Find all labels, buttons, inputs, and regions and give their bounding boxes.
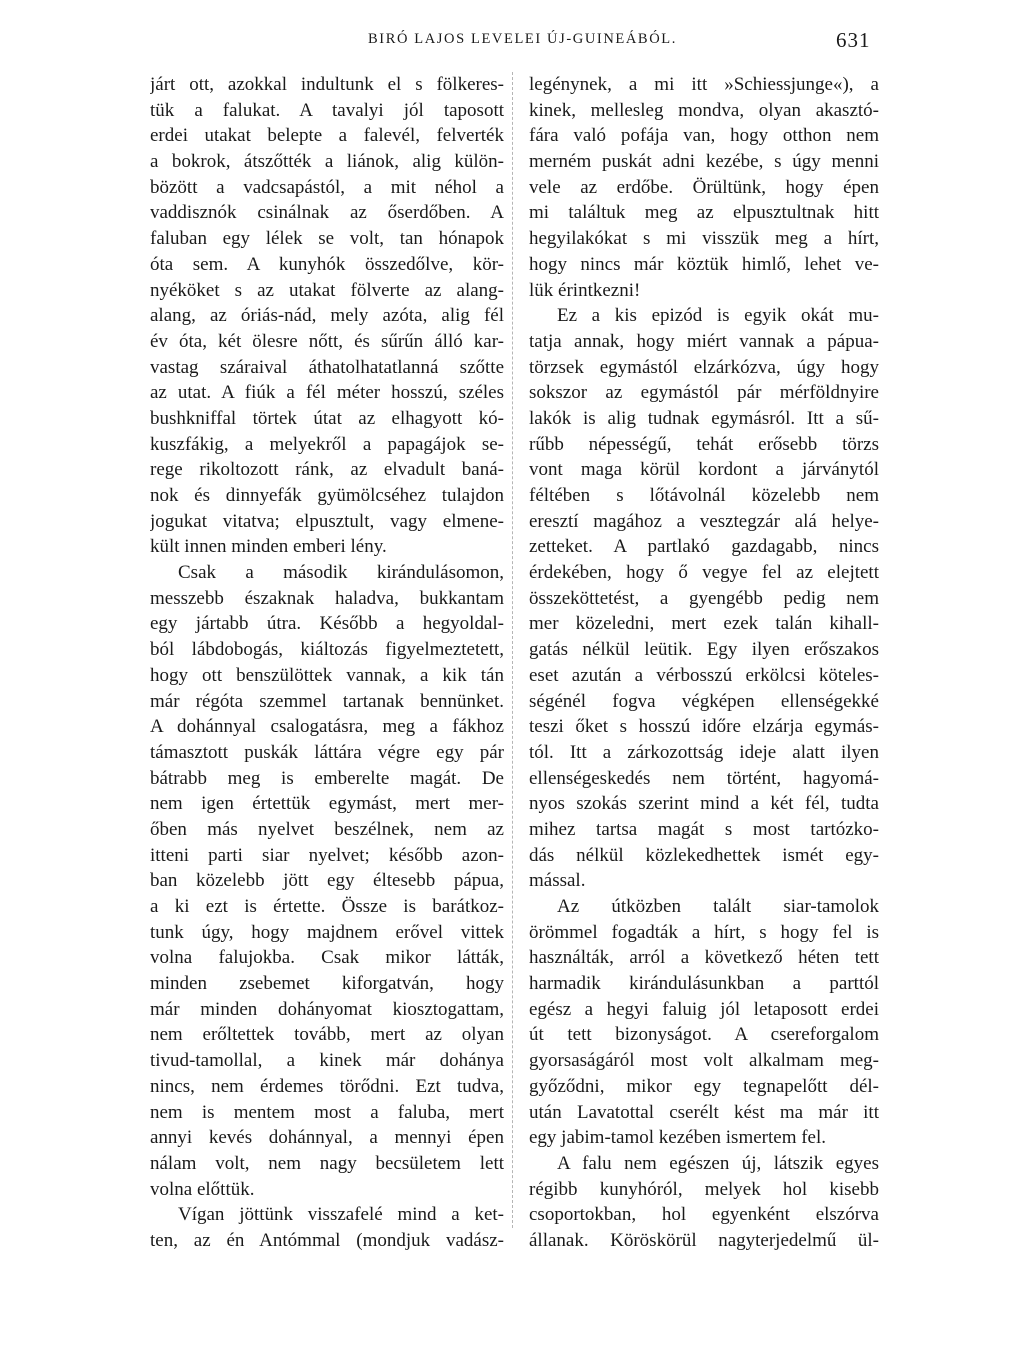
text-line: bushkniffal törtek útat az elhagyott kó- [150, 407, 504, 429]
text-line: faluban egy lélek se volt, tan hónapok [150, 228, 504, 250]
text-line: támasztott puskák láttára végre egy pár [150, 741, 504, 763]
text-line: jogukat vitatva; elpusztult, vagy elmene- [150, 510, 504, 532]
running-title: BIRÓ LAJOS LEVELEI ÚJ-GUINEÁBÓL. [368, 31, 677, 47]
text-line: minden zsebemet kiforgatván, hogy [150, 973, 504, 995]
text-line: érdekében, hogy ő vegye fel az elejtett [529, 562, 879, 584]
text-line: tól. Itt a zárkozottság ideje alatt ilyen [529, 741, 879, 763]
text-line: legénynek, a mi itt »Schiessjunge«), a [529, 74, 879, 95]
text-line: messzebb északnak haladva, bukkantam [150, 587, 504, 609]
text-line: kült innen minden emberi lény. [150, 536, 387, 558]
text-line: ellenségeskedés nem történt, hagyomá- [529, 767, 879, 789]
text-line: már régóta szemmel tartanak bennünket. [150, 690, 504, 712]
text-line: alang, az óriás-nád, mely azóta, alig fél [150, 305, 504, 327]
text-line: kinek, mellesleg mondva, olyan akasztó- [529, 99, 879, 121]
text-line: lakók is alig tudnak egymásról. Itt a sű- [529, 407, 879, 429]
text-line: egy jártabb útra. Később a hegyoldal- [150, 613, 504, 635]
text-line: vont maga körül kordont a járványtól [529, 459, 879, 481]
text-line: ten, az én Antómmal (mondjuk vadász- [150, 1229, 504, 1251]
text-line: őben más nyelvet beszélnek, nem az [150, 818, 504, 840]
text-line: A dohánnyal csalogatásra, meg a fákhoz [150, 716, 504, 738]
text-line: Ez a kis epizód is egyik okát mu- [557, 305, 879, 327]
text-line: rege rikoltozott ránk, az elvadult baná- [150, 459, 504, 481]
text-line: volna előttük. [150, 1178, 255, 1200]
text-line: ból lábdobogás, kiáltozás figyelmeztetett, [150, 639, 504, 661]
text-line: mi találtuk meg az elpusztultnak hitt [529, 202, 879, 224]
text-line: mihez tartsa magát s most tartózko- [529, 818, 879, 840]
text-line: fára való pofája van, hogy otthon nem [529, 125, 879, 147]
text-line: tük a falukat. A tavalyi jól taposott [150, 99, 504, 121]
text-line: teszi őket s hosszú időre elzárja egymás- [529, 716, 879, 738]
text-line: annyi kevés dohánnyal, a mennyi épen [150, 1127, 504, 1149]
text-line: nem igen értettük egymást, mert mer- [150, 793, 504, 815]
text-line: nem erőltettek tovább, mert az olyan [150, 1024, 504, 1046]
text-line: gyorsaságáról most volt alkalmam meg- [529, 1050, 879, 1072]
text-line: Vígan jöttünk visszafelé mind a ket- [178, 1204, 504, 1226]
text-line: zetteket. A partlakó gazdagabb, nincs [529, 536, 879, 558]
text-line: Az útközben talált siar-tamolok [557, 896, 879, 917]
text-line: harmadik kirándulásunkban a parttól [529, 973, 879, 995]
right-column [529, 72, 879, 1254]
text-line: féltében s lőtávolnál közelebb nem [529, 485, 879, 506]
text-line: egy jabim-tamol kezében ismertem fel. [529, 1127, 827, 1149]
text-line: nem is mentem most a faluba, mert [150, 1101, 504, 1123]
left-column [150, 72, 504, 1254]
text-line: itteni parti siar nyelvet; később azon- [150, 844, 504, 866]
text-line: év óta, két ölesre nőtt, és sűrűn álló kar- [150, 330, 504, 352]
text-line: győződni, mikor egy tegnapelőtt dél- [529, 1075, 879, 1097]
text-line: eset azután a vérbosszú erkölcsi köteles- [529, 664, 879, 686]
text-line: nyos szokás szerint mind a két fél, tudta [529, 793, 879, 815]
text-line: volna falujokba. Csak mikor látták, [150, 947, 504, 969]
text-line: törzsek egymástól elzárkózva, úgy hogy [529, 356, 879, 378]
text-line: régibb kunyhóról, melyek hol kisebb [529, 1178, 879, 1200]
text-line: hogy ott benszülöttek vannak, a kik tán [150, 664, 504, 686]
text-line: járt ott, azokkal indultunk el s fölkeres- [150, 74, 504, 95]
text-line: óta sem. A kunyhók összedőlve, kör- [150, 253, 504, 275]
text-line: gatás nélkül leütik. Egy ilyen erőszakos [529, 639, 879, 661]
page-number: 631 [836, 28, 871, 52]
text-line: tivud-tamollal, a kinek már dohánya [150, 1050, 504, 1072]
text-line: már minden dohányomat kiosztogattam, [150, 998, 504, 1020]
text-line: mással. [529, 870, 586, 892]
text-line: erdei utakat belepte a falevél, felverték [150, 125, 504, 147]
text-line: nincs, nem érdemes törődni. Ezt tudva, [150, 1075, 504, 1097]
text-line: mer közeledni, mert ezek talán kihall- [529, 613, 879, 635]
text-line: hegyilakókat s mi visszük meg a hírt, [529, 228, 879, 250]
text-line: lük érintkezni! [529, 279, 641, 301]
text-line: sokszor az egymástól pár mérföldnyire [529, 382, 879, 404]
text-line: állanak. Köröskörül nagyterjedelmű ül- [529, 1229, 879, 1251]
text-line: nálam volt, nem nagy becsületem lett [150, 1152, 504, 1174]
text-line: tunk úgy, hogy majdnem erővel vittek [150, 921, 504, 943]
text-line: csoportokban, hol egyenként elszórva [529, 1204, 879, 1226]
text-line: hogy nincs már köztük himlő, lehet ve- [529, 253, 879, 275]
text-line: merném puskát adni kezébe, s úgy menni [529, 151, 879, 173]
text-line: tatja annak, hogy miért vannak a pápua- [529, 330, 879, 352]
text-line: eresztí magához a vesztegzár alá helye- [529, 510, 879, 532]
text-line: ségénél fogva végképen ellenségekké [529, 690, 879, 712]
text-line: a ki ezt is értette. Össze is barátkoz- [150, 896, 504, 917]
text-line: kuszfákig, a melyekről a papagájok se- [150, 433, 504, 455]
text-line: ban közelebb jött egy éltesebb pápua, [150, 870, 504, 892]
text-line: A falu nem egészen új, látszik egyes [557, 1152, 879, 1174]
text-line: bátrabb meg is emberelte magát. De [150, 767, 504, 789]
text-line: egész a hegyi faluig jól letaposott erdei [529, 998, 879, 1020]
text-line: út tett bizonyságot. A csereforgalom [529, 1024, 879, 1046]
text-line: összeköttetést, a gyengébb pedig nem [529, 587, 879, 609]
text-line: a bokrok, átszőtték a liánok, alig külön- [150, 151, 504, 173]
text-line: vaddisznók csinálnak az őserdőben. A [150, 202, 504, 224]
text-line: rűbb népességű, tehát erősebb törzs [529, 433, 879, 455]
text-line: után Lavatottal cserélt kést ma már itt [529, 1101, 879, 1123]
text-line: bözött a vadcsapástól, a mit néhol a [150, 176, 504, 198]
text-line: Csak a második kirándulásomon, [178, 562, 504, 584]
text-line: dás nélkül közlekedhettek ismét egy- [529, 844, 879, 866]
text-line: nok és dinnyefák gyümölcséhez tulajdon [150, 485, 504, 506]
text-line: örömmel fogadták a hírt, s hogy fel is [529, 921, 879, 943]
text-line: az utat. A fiúk a fél méter hosszú, széles [150, 382, 504, 404]
page-header [0, 28, 1024, 55]
text-line: használták, arról a következő héten tett [529, 947, 879, 969]
text-line: vastag száraival áthatolhatatlanná szőtte [150, 356, 504, 378]
column-divider [512, 72, 513, 1228]
text-line: nyéköket s az utakat fölverte az alang- [150, 279, 504, 301]
text-line: vele az erdőbe. Örültünk, hogy épen [529, 176, 879, 198]
